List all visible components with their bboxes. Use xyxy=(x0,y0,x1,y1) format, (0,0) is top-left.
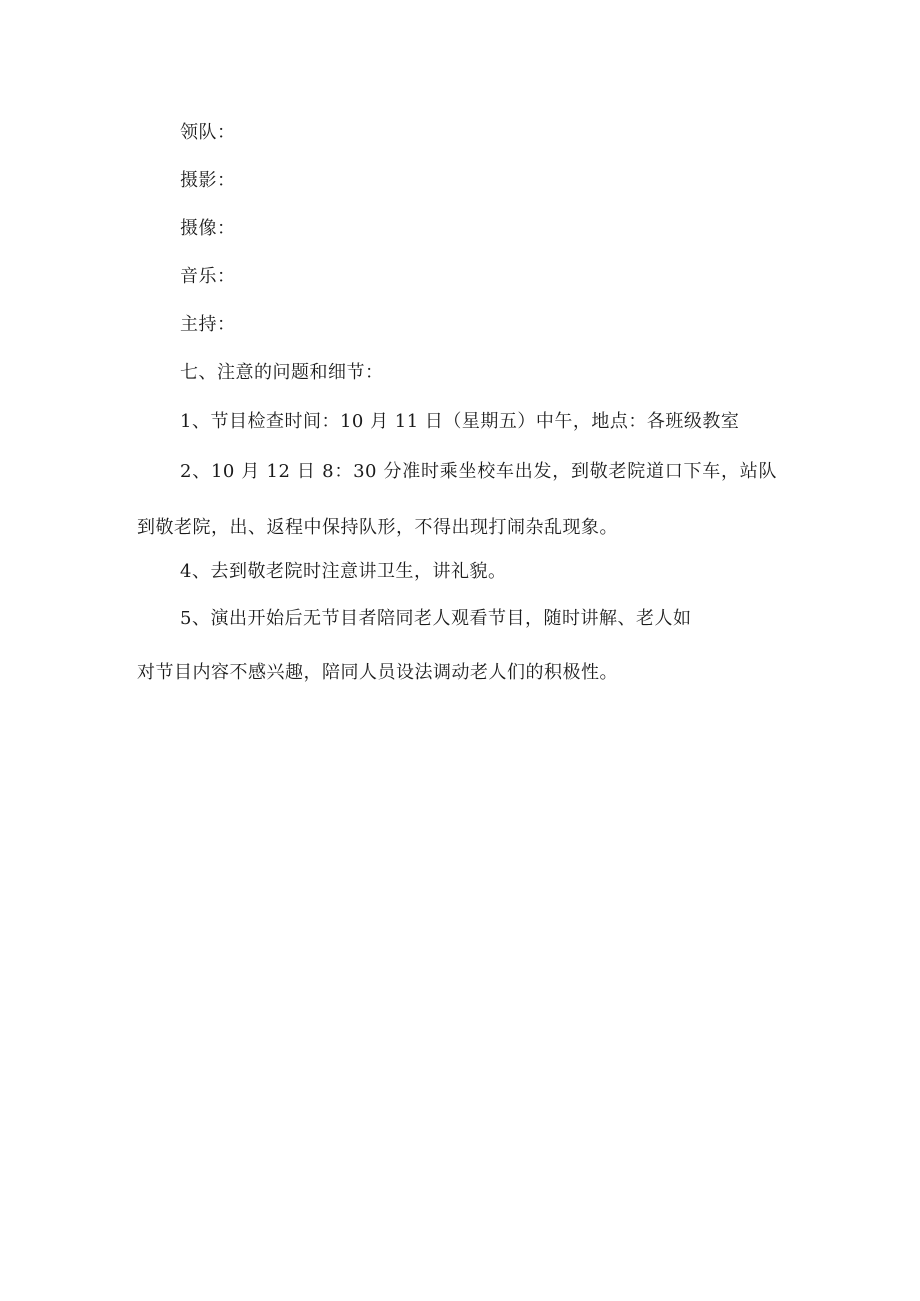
item-5-line-1: 5、演出开始后无节目者陪同老人观看节目，随时讲解、老人如 xyxy=(180,608,692,629)
role-photography: 摄影： xyxy=(180,170,236,191)
item-1: 1、节目检查时间：10 月 11 日（星期五）中午，地点：各班级教室 xyxy=(180,411,740,432)
section-heading: 七、注意的问题和细节： xyxy=(180,362,384,383)
item-4: 4、去到敬老院时注意讲卫生，讲礼貌。 xyxy=(180,561,507,582)
role-host: 主持： xyxy=(180,314,236,335)
item-2: 2、10 月 12 日 8：30 分准时乘坐校车出发，到敬老院道口下车，站队到敬老院，出、返程中保持队形，不得出现打闹杂乱现象。 xyxy=(137,461,777,538)
role-video: 摄像： xyxy=(180,218,236,239)
role-music: 音乐： xyxy=(180,266,236,287)
role-leader: 领队： xyxy=(180,122,236,143)
item-5-line-2: 对节目内容不感兴趣，陪同人员设法调动老人们的积极性。 xyxy=(137,662,618,683)
